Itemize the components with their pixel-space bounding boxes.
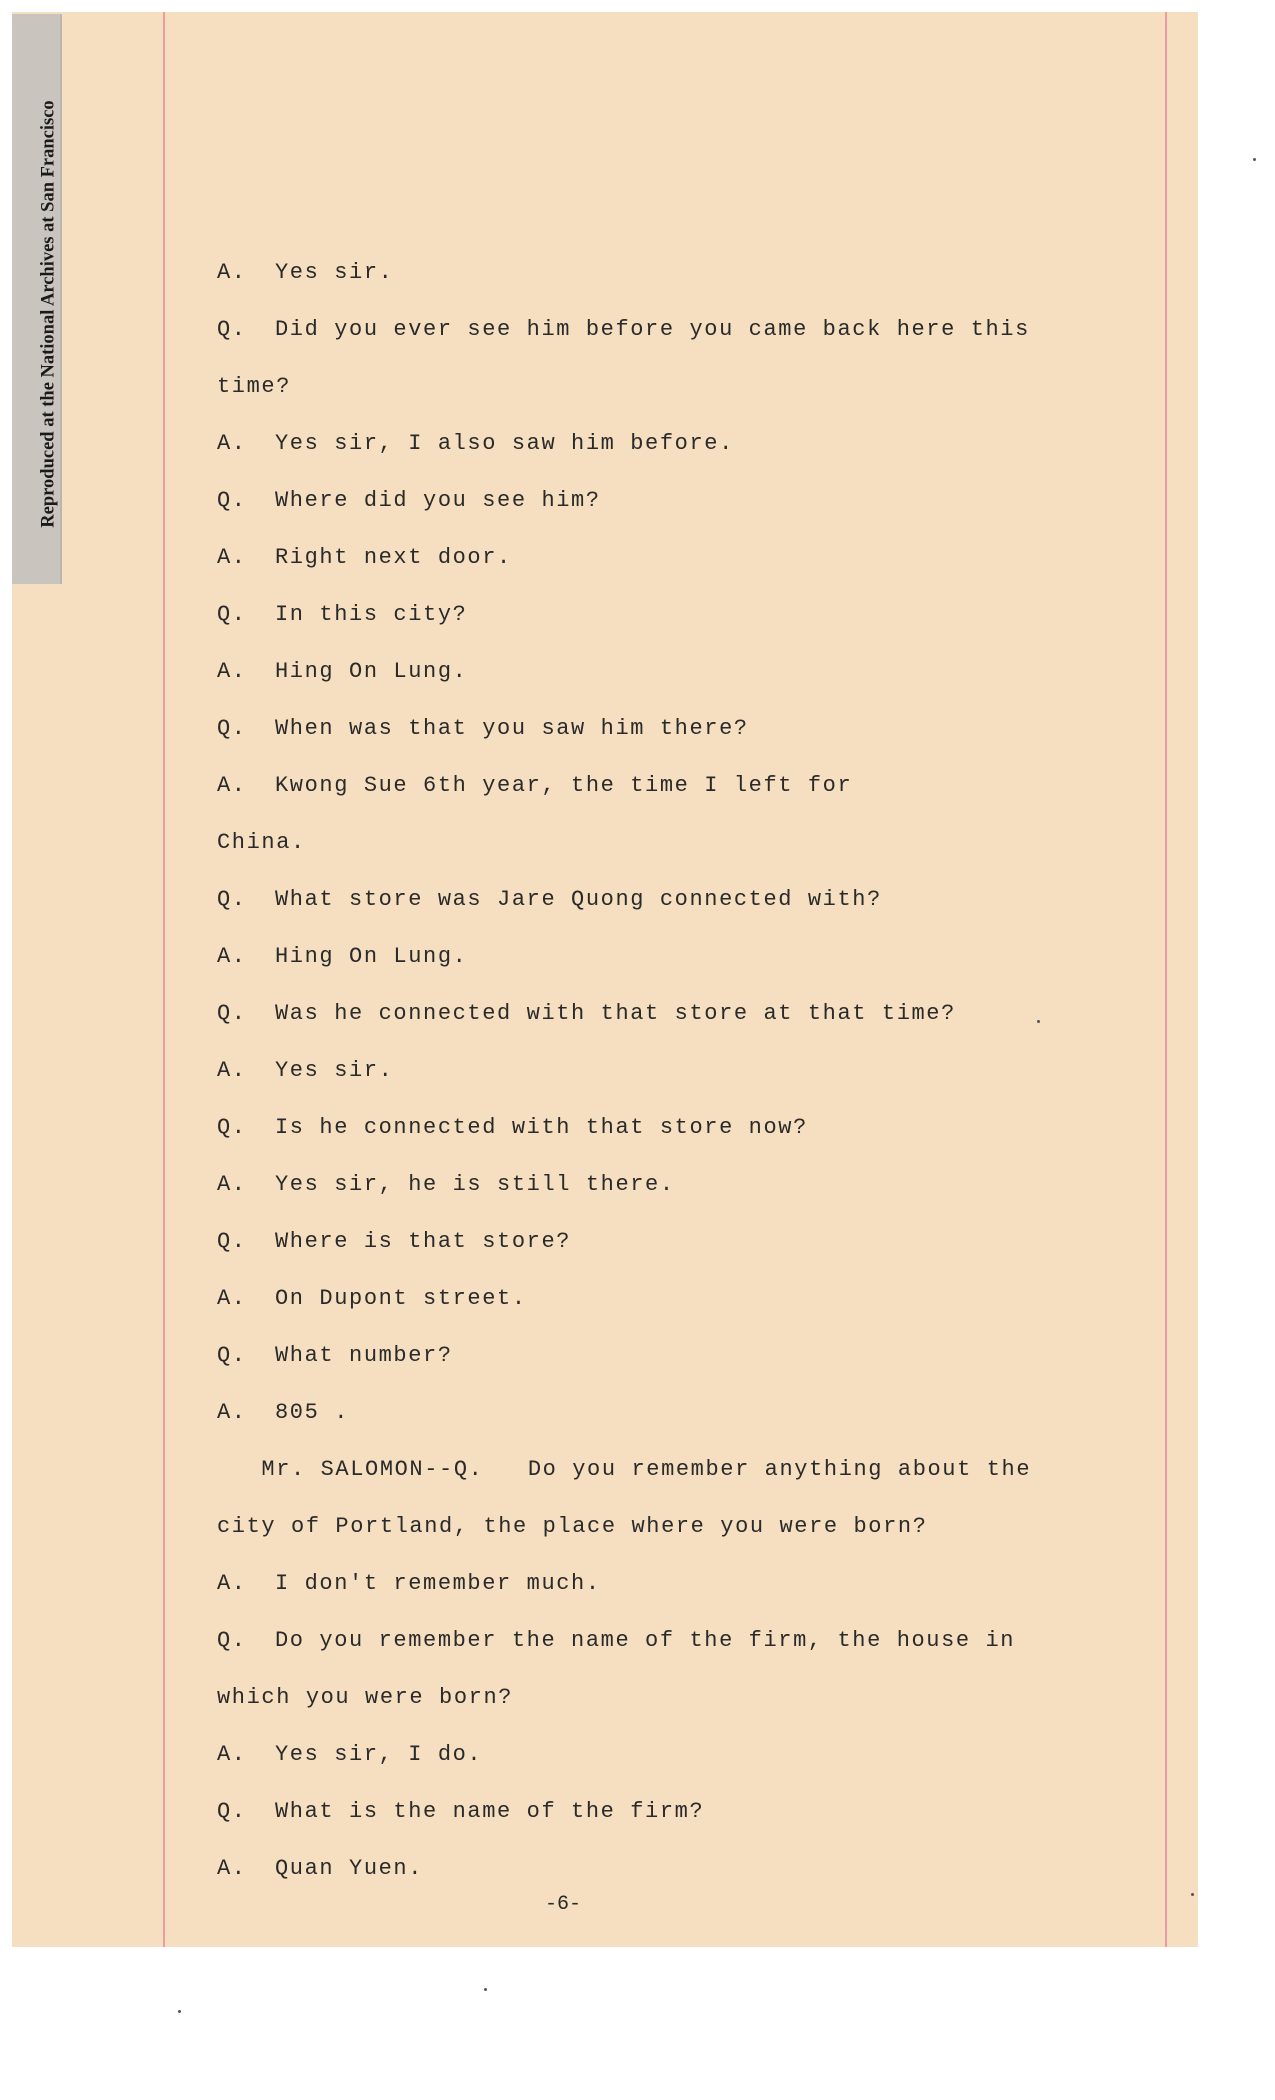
page-number: -6-: [545, 1893, 582, 1916]
line-text: I don't remember much.: [275, 1571, 601, 1596]
line-text: which you were born?: [217, 1685, 514, 1710]
transcript-line: [217, 1058, 393, 1083]
transcript-line: [217, 1172, 675, 1197]
line-label: A.: [217, 1400, 247, 1425]
line-label: Q.: [217, 1628, 247, 1653]
line-label: A.: [217, 944, 247, 969]
line-text: Is he connected with that store now?: [275, 1115, 808, 1140]
archive-stamp-tab: [12, 14, 62, 584]
transcript-line: [217, 602, 467, 627]
right-margin-line: [1165, 12, 1167, 1947]
transcript-line: [217, 545, 512, 570]
line-text: Yes sir, I do.: [275, 1742, 483, 1767]
line-text: Right next door.: [275, 545, 512, 570]
line-label: A.: [217, 773, 247, 798]
line-text: Do you remember the name of the firm, the house in: [275, 1628, 1016, 1653]
transcript-line: [217, 1115, 808, 1140]
line-label: A.: [217, 659, 247, 684]
line-text: Did you ever see him before you came back here this: [275, 317, 1030, 342]
line-text: time?: [217, 374, 292, 399]
archive-stamp-text: Reproduced at the National Archives at San Francisco: [38, 100, 59, 528]
line-text: What store was Jare Quong connected with?: [275, 887, 882, 912]
line-label: A.: [217, 260, 247, 285]
transcript-line: [217, 374, 291, 399]
transcript-line: [217, 1685, 513, 1710]
line-text: Where did you see him?: [275, 488, 601, 513]
line-label: A.: [217, 1571, 247, 1596]
paper-speck: [1191, 1893, 1194, 1896]
document-page: [12, 12, 1198, 1947]
line-label: Q.: [217, 1001, 247, 1026]
transcript-line: [217, 716, 749, 741]
transcript-line: [217, 1856, 423, 1881]
transcript-line: [217, 830, 306, 855]
transcript-line: [217, 431, 734, 456]
line-label: A.: [217, 1058, 247, 1083]
paper-speck: [1253, 158, 1256, 161]
line-text: Yes sir, he is still there.: [275, 1172, 675, 1197]
line-text: Mr. SALOMON--Q. Do you remember anything about the: [217, 1457, 1032, 1482]
line-text: On Dupont street.: [275, 1286, 527, 1311]
transcript-line: [217, 1229, 571, 1254]
line-text: Yes sir.: [275, 260, 394, 285]
line-text: What is the name of the firm?: [275, 1799, 705, 1824]
line-label: A.: [217, 1286, 247, 1311]
transcript-line: [217, 260, 393, 285]
transcript-line: [217, 1400, 349, 1425]
line-label: A.: [217, 1742, 247, 1767]
line-label: Q.: [217, 602, 247, 627]
transcript-line: [217, 773, 852, 798]
line-text: When was that you saw him there?: [275, 716, 749, 741]
transcript-line: [217, 659, 467, 684]
transcript-line: [217, 1799, 704, 1824]
transcript-line: [217, 1514, 928, 1539]
line-label: A.: [217, 431, 247, 456]
left-margin-line: [163, 12, 165, 1947]
transcript-line: [217, 1457, 1031, 1482]
line-text: Where is that store?: [275, 1229, 572, 1254]
transcript-line: [217, 1343, 453, 1368]
line-label: A.: [217, 1856, 247, 1881]
line-text: Yes sir, I also saw him before.: [275, 431, 734, 456]
transcript-line: [217, 1286, 527, 1311]
line-text: Was he connected with that store at that time?: [275, 1001, 956, 1026]
transcript-line: [217, 944, 467, 969]
line-text: Hing On Lung.: [275, 944, 468, 969]
line-text: China.: [217, 830, 306, 855]
line-text: What number?: [275, 1343, 453, 1368]
line-text: Hing On Lung.: [275, 659, 468, 684]
line-label: Q.: [217, 317, 247, 342]
line-text: Quan Yuen.: [275, 1856, 424, 1881]
line-text: Kwong Sue 6th year, the time I left for: [275, 773, 853, 798]
line-text: 805 .: [275, 1400, 350, 1425]
line-label: Q.: [217, 1343, 247, 1368]
line-text: Yes sir.: [275, 1058, 394, 1083]
line-label: A.: [217, 1172, 247, 1197]
transcript-line: [217, 1001, 956, 1026]
transcript-line: [217, 488, 601, 513]
transcript-line: [217, 887, 882, 912]
line-text: In this city?: [275, 602, 468, 627]
line-label: Q.: [217, 887, 247, 912]
transcript-line: [217, 1628, 1015, 1653]
line-label: Q.: [217, 488, 247, 513]
paper-speck: [1037, 1020, 1040, 1023]
paper-speck: [178, 2010, 181, 2013]
line-label: Q.: [217, 1799, 247, 1824]
transcript-line: [217, 317, 1030, 342]
line-text: city of Portland, the place where you were born?: [217, 1514, 928, 1539]
line-label: Q.: [217, 716, 247, 741]
transcript-line: [217, 1742, 482, 1767]
line-label: A.: [217, 545, 247, 570]
line-label: Q.: [217, 1229, 247, 1254]
paper-speck: [484, 1988, 487, 1991]
line-label: Q.: [217, 1115, 247, 1140]
transcript-line: [217, 1571, 601, 1596]
